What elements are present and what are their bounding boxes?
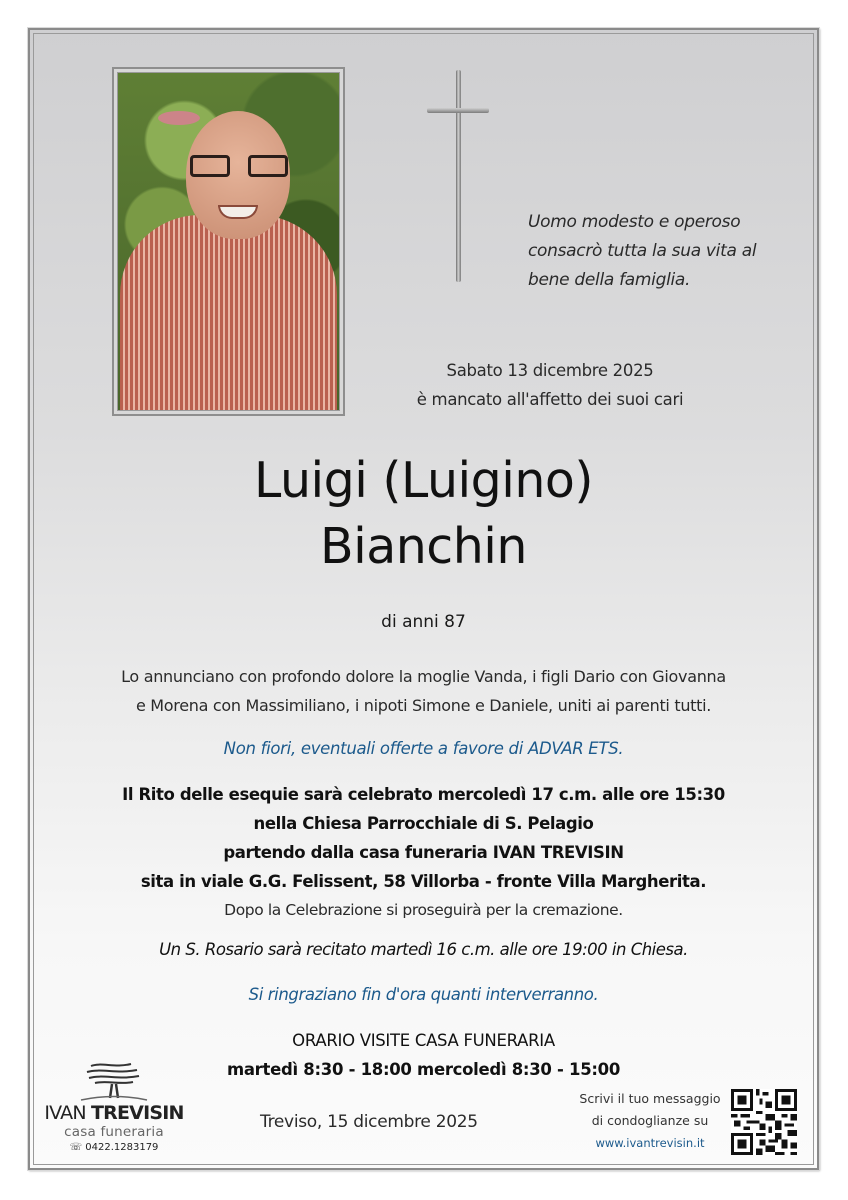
photo-glasses <box>190 155 288 177</box>
funeral-line: partendo dalla casa funeraria IVAN TREVISIN <box>223 843 624 862</box>
family-announcement <box>50 662 797 720</box>
place-date: Treviso, 15 dicembre 2025 <box>260 1112 478 1132</box>
rosary-note: Un S. Rosario sarà recitato martedì 16 c.m. alle ore 19:00 in Chiesa. <box>159 940 688 959</box>
photo-shirt <box>120 215 337 410</box>
funeral-home-logo <box>44 1060 184 1155</box>
announce-line: e Morena con Massimiliano, i nipoti Simone e Daniele, uniti ai parenti tutti. <box>135 696 712 715</box>
qr-code-icon[interactable] <box>731 1089 797 1155</box>
announce-line: Lo annunciano con profondo dolore la moglie Vanda, i figli Dario con Giovanna <box>121 667 726 686</box>
logo-brand: IVAN TREVISIN <box>44 1102 184 1124</box>
funeral-line: nella Chiesa Parrocchiale di S. Pelagio <box>253 814 594 833</box>
donation-note: Non fiori, eventuali offerte a favore di ADVAR ETS. <box>223 739 624 758</box>
photo-flowers <box>158 111 200 125</box>
death-date: Sabato 13 dicembre 2025 <box>446 361 654 380</box>
notice-frame <box>28 28 819 1170</box>
name-first: Luigi (Luigino) <box>254 452 593 509</box>
website-link[interactable]: www.ivantrevisin.it <box>595 1136 705 1150</box>
funeral-line: Il Rito delle esequie sarà celebrato mercoledì 17 c.m. alle ore 15:30 <box>122 785 725 804</box>
condolences-line: di condoglianze su <box>591 1113 709 1128</box>
funeral-details <box>30 780 817 925</box>
condolences-line: Scrivi il tuo messaggio <box>579 1091 721 1106</box>
death-line: è mancato all'affetto dei suoi cari <box>416 390 684 409</box>
funeral-line: sita in viale G.G. Felissent, 58 Villorba - fronte Villa Margherita. <box>140 872 707 891</box>
death-announcement <box>330 356 770 414</box>
visits-title: ORARIO VISITE CASA FUNERARIA <box>292 1031 555 1050</box>
visits-hours: martedì 8:30 - 18:00 mercoledì 8:30 - 15:00 <box>226 1060 621 1079</box>
quote-line: Uomo modesto e operoso <box>528 212 741 232</box>
cross-icon <box>427 70 491 284</box>
logo-subtitle: casa funeraria <box>64 1124 164 1140</box>
condolences-block <box>570 1088 730 1154</box>
name-surname: Bianchin <box>320 518 527 575</box>
epitaph-quote <box>528 208 808 295</box>
phone[interactable]: ☏ 0422.1283179 <box>69 1142 159 1153</box>
cremation-note: Dopo la Celebrazione si proseguirà per la cremazione. <box>224 901 623 919</box>
thanks-note: Si ringraziano fin d'ora quanti interverranno. <box>248 985 599 1004</box>
quote-line: consacrò tutta la sua vita al <box>528 241 757 261</box>
quote-line: bene della famiglia. <box>528 270 691 290</box>
deceased-name <box>30 448 817 580</box>
portrait-photo <box>117 72 340 411</box>
tree-logo-icon <box>79 1060 149 1102</box>
age: di anni 87 <box>381 612 466 632</box>
portrait-frame <box>112 67 345 416</box>
phone-icon: ☏ <box>69 1142 86 1153</box>
